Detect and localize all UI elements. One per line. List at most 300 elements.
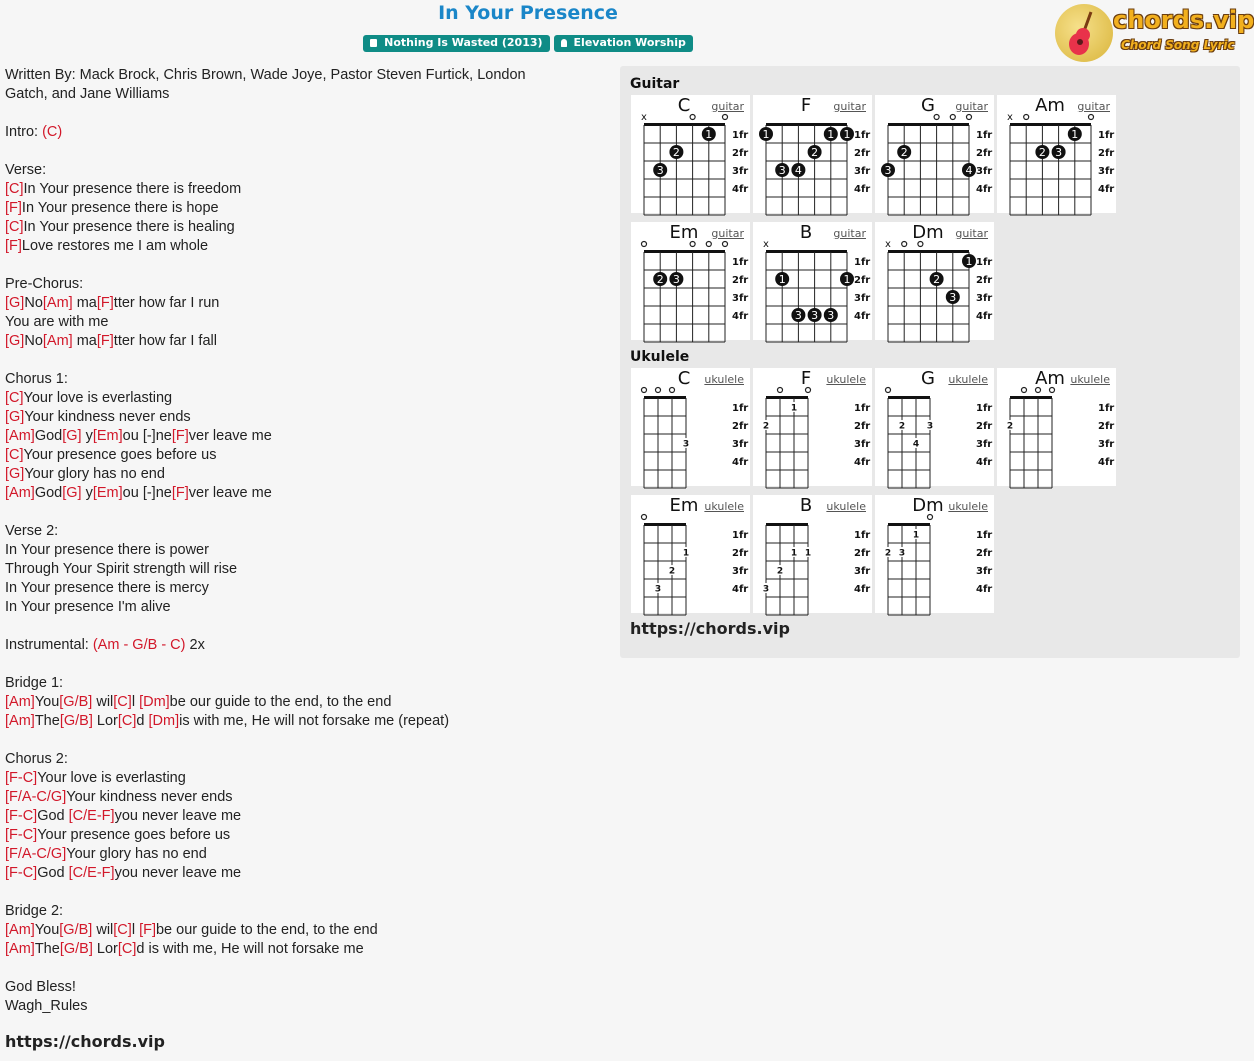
svg-text:1: 1 xyxy=(778,273,786,286)
lyric-line xyxy=(5,104,605,123)
lyric-line xyxy=(5,769,605,788)
chord-mark[interactable]: [Dm] xyxy=(148,713,180,729)
finger-dot xyxy=(911,438,921,450)
guitar-chord-card-b[interactable] xyxy=(753,222,872,340)
lyric-text: l xyxy=(131,922,140,938)
chord-instrument-link[interactable]: ukulele xyxy=(704,500,744,513)
chord-mark[interactable]: [C] xyxy=(113,694,132,710)
lyric-text: In Your presence there is hope xyxy=(21,200,219,216)
chord-mark[interactable]: [G] xyxy=(5,409,25,425)
chord-mark[interactable]: [F] xyxy=(139,922,156,938)
fret-label: 1fr xyxy=(732,257,749,268)
chord-mark[interactable]: [F] xyxy=(5,238,22,254)
finger-dot xyxy=(930,272,944,286)
ukulele-chord-card-em[interactable] xyxy=(631,495,750,613)
chord-mark[interactable]: [F] xyxy=(171,485,189,501)
chord-mark[interactable]: [Dm] xyxy=(139,694,170,710)
chord-name: Em xyxy=(669,495,699,516)
artist-tag-label: Elevation Worship xyxy=(573,36,686,49)
svg-text:2: 2 xyxy=(1038,146,1046,159)
chord-mark[interactable]: [F] xyxy=(5,200,22,216)
svg-text:2: 2 xyxy=(811,146,819,159)
chord-name: Am xyxy=(1035,95,1065,116)
logo-name: chords.vip xyxy=(1113,6,1254,34)
chord-mark[interactable]: [Am] xyxy=(5,922,35,938)
chord-mark[interactable]: [Am] xyxy=(5,485,35,501)
lyric-text: Wagh_Rules xyxy=(5,998,88,1014)
chord-mark[interactable]: [G/B] xyxy=(59,941,93,957)
lyric-line xyxy=(5,256,605,275)
lyrics-body xyxy=(5,66,605,1016)
lyric-text: Written By: Mack Brock, Chris Brown, Wade Joye, Pastor Steven Furtick, London xyxy=(5,67,526,83)
svg-text:3: 3 xyxy=(1055,146,1063,159)
lyric-line xyxy=(5,731,605,750)
chord-mark[interactable]: [F] xyxy=(96,295,114,311)
finger-dot xyxy=(667,565,677,577)
chord-mark[interactable]: [F-C] xyxy=(5,808,38,824)
chord-name: F xyxy=(800,368,812,389)
chord-mark[interactable]: [Am] xyxy=(42,295,73,311)
svg-text:1: 1 xyxy=(843,128,851,141)
svg-text:2: 2 xyxy=(776,566,784,577)
chord-mark[interactable]: (Am - G/B - C) xyxy=(92,637,186,653)
chord-mark[interactable]: [F-C] xyxy=(5,865,38,881)
svg-text:1: 1 xyxy=(682,548,690,559)
ukulele-chord-card-dm[interactable] xyxy=(875,495,994,613)
lyric-text: ver leave me xyxy=(188,428,272,444)
lyric-line xyxy=(5,332,605,351)
open-string-marker xyxy=(656,388,661,393)
fret-label: 1fr xyxy=(1098,403,1115,414)
guitar-chord-card-am[interactable] xyxy=(997,95,1116,213)
chord-mark[interactable]: [C] xyxy=(117,713,137,729)
chord-mark[interactable]: [F-C] xyxy=(5,827,38,843)
lyric-text: Through Your Spirit strength will rise xyxy=(5,561,238,577)
lyric-line xyxy=(5,617,605,636)
svg-text:1: 1 xyxy=(843,273,851,286)
lyric-line xyxy=(5,351,605,370)
chord-instrument-link[interactable]: ukulele xyxy=(704,373,744,386)
finger-dot xyxy=(1035,145,1049,159)
lyric-line xyxy=(5,807,605,826)
chord-mark[interactable]: [G] xyxy=(62,485,82,501)
lyric-text: You xyxy=(34,922,60,938)
chord-diagram xyxy=(631,495,750,613)
lyric-line xyxy=(5,313,605,332)
svg-text:3: 3 xyxy=(811,309,819,322)
finger-dot xyxy=(669,145,683,159)
fret-label: 2fr xyxy=(854,548,871,559)
chord-mark[interactable]: [C] xyxy=(5,219,24,235)
fret-label: 1fr xyxy=(732,403,749,414)
lyric-text: In Your presence there is healing xyxy=(23,219,235,235)
svg-text:3: 3 xyxy=(778,164,786,177)
lyric-text: you never leave me xyxy=(114,808,242,824)
lyric-text: Your kindness never ends xyxy=(66,789,233,805)
fret-label: 2fr xyxy=(854,421,871,432)
open-string-marker xyxy=(1036,388,1041,393)
lyric-text: is with me, He will not forsake me (repeat) xyxy=(179,713,450,729)
chord-mark[interactable]: [Em] xyxy=(92,428,123,444)
guitar-chord-card-f[interactable] xyxy=(753,95,872,213)
fret-label: 1fr xyxy=(976,403,993,414)
fret-label: 1fr xyxy=(1098,130,1115,141)
album-icon xyxy=(370,39,377,47)
svg-text:2: 2 xyxy=(898,421,906,432)
chord-diagram xyxy=(753,95,872,213)
finger-dot xyxy=(1052,145,1066,159)
chord-mark[interactable]: [G/B] xyxy=(59,713,93,729)
fret-label: 4fr xyxy=(732,457,749,468)
finger-dot xyxy=(775,163,789,177)
chord-mark[interactable]: [F] xyxy=(171,428,189,444)
chord-mark[interactable]: [G] xyxy=(5,466,25,482)
lyric-line xyxy=(5,750,605,769)
fret-label: 3fr xyxy=(854,293,871,304)
fret-label: 2fr xyxy=(732,548,749,559)
lyric-text: God xyxy=(34,485,63,501)
chord-mark[interactable]: [G/B] xyxy=(59,922,93,938)
chord-diagram xyxy=(753,368,872,486)
open-string-marker xyxy=(1050,388,1055,393)
svg-text:2: 2 xyxy=(900,146,908,159)
album-tag-label: Nothing Is Wasted (2013) xyxy=(384,36,543,49)
svg-text:3: 3 xyxy=(898,548,906,559)
chord-instrument-link[interactable]: ukulele xyxy=(826,373,866,386)
muted-string-marker: x xyxy=(641,112,647,123)
chord-diagram xyxy=(997,368,1116,486)
lyric-line xyxy=(5,142,605,161)
lyric-text: Your love is everlasting xyxy=(37,770,186,786)
lyric-line xyxy=(5,826,605,845)
lyric-line xyxy=(5,579,605,598)
open-string-marker xyxy=(690,115,695,120)
fret-label: 1fr xyxy=(976,257,993,268)
fret-label: 4fr xyxy=(732,311,749,322)
finger-dot xyxy=(883,547,893,559)
open-string-marker xyxy=(706,242,711,247)
lyric-text: Lor xyxy=(92,713,118,729)
fret-label: 4fr xyxy=(976,311,993,322)
lyric-text: You are with me xyxy=(5,314,109,330)
ukulele-chord-card-c[interactable] xyxy=(631,368,750,486)
svg-text:1: 1 xyxy=(827,128,835,141)
lyric-line xyxy=(5,85,605,104)
chord-mark[interactable]: [F/A-C/G] xyxy=(5,789,67,805)
finger-dot xyxy=(911,529,921,541)
fret-label: 3fr xyxy=(1098,166,1115,177)
fret-label: 4fr xyxy=(732,584,749,595)
chord-diagram xyxy=(753,495,872,613)
fret-label: 2fr xyxy=(854,275,871,286)
lyric-line xyxy=(5,883,605,902)
lyric-text: Your glory has no end xyxy=(24,466,165,482)
lyric-line xyxy=(5,123,605,142)
svg-text:3: 3 xyxy=(672,273,680,286)
finger-dot xyxy=(946,290,960,304)
fret-label: 3fr xyxy=(854,166,871,177)
chord-mark[interactable]: [C] xyxy=(117,941,137,957)
fret-label: 4fr xyxy=(854,311,871,322)
muted-string-marker: x xyxy=(1007,112,1013,123)
lyric-line xyxy=(5,180,605,199)
svg-text:2: 2 xyxy=(656,273,664,286)
chord-instrument-link[interactable]: ukulele xyxy=(826,500,866,513)
finger-dot xyxy=(791,163,805,177)
finger-dot xyxy=(789,402,799,414)
finger-dot xyxy=(669,272,683,286)
finger-dot xyxy=(881,163,895,177)
chord-instrument-link[interactable]: ukulele xyxy=(948,373,988,386)
chord-name: G xyxy=(921,368,935,389)
chord-mark[interactable]: [C] xyxy=(5,390,24,406)
song-tags xyxy=(0,35,1056,52)
lyric-text: ma xyxy=(72,333,97,349)
fret-label: 3fr xyxy=(732,166,749,177)
muted-string-marker: x xyxy=(763,239,769,250)
lyric-line xyxy=(5,237,605,256)
chord-mark[interactable]: [Am] xyxy=(5,713,35,729)
lyric-line xyxy=(5,465,605,484)
finger-dot xyxy=(897,420,907,432)
lyric-line xyxy=(5,446,605,465)
lyric-text: Verse: xyxy=(5,162,47,178)
open-string-marker xyxy=(886,388,891,393)
finger-dot xyxy=(759,127,773,141)
chord-mark[interactable]: [G] xyxy=(62,428,82,444)
lyric-text: Instrumental: xyxy=(5,637,93,653)
fret-label: 1fr xyxy=(976,530,993,541)
chord-instrument-link[interactable]: guitar xyxy=(833,227,866,240)
lyric-text: Pre-Chorus: xyxy=(5,276,84,292)
chord-name: G xyxy=(921,95,935,116)
fret-label: 3fr xyxy=(976,439,993,450)
lyric-text: God xyxy=(34,428,63,444)
open-string-marker xyxy=(642,388,647,393)
lyric-line xyxy=(5,370,605,389)
lyric-line xyxy=(5,541,605,560)
svg-text:1: 1 xyxy=(804,548,812,559)
finger-dot xyxy=(702,127,716,141)
lyric-line xyxy=(5,712,605,731)
fret-label: 1fr xyxy=(732,130,749,141)
finger-dot xyxy=(808,308,822,322)
chord-name: Em xyxy=(669,222,699,243)
lyric-line xyxy=(5,161,605,180)
finger-dot xyxy=(840,272,854,286)
chord-mark[interactable]: [F-C] xyxy=(5,770,38,786)
logo-subtitle: Chord Song Lyric xyxy=(1121,38,1235,52)
svg-text:1: 1 xyxy=(705,128,713,141)
chord-name: B xyxy=(799,495,813,516)
lyric-text: d is with me, He will not forsake me xyxy=(136,941,364,957)
chord-instrument-link[interactable]: guitar xyxy=(711,227,744,240)
chord-name: C xyxy=(677,368,691,389)
chord-mark[interactable]: [Am] xyxy=(42,333,73,349)
ukulele-chord-card-f[interactable] xyxy=(753,368,872,486)
lyric-text: wil xyxy=(92,922,114,938)
chord-mark[interactable]: [Em] xyxy=(92,485,123,501)
lyric-text: wil xyxy=(92,694,114,710)
chord-name: Dm xyxy=(912,222,944,243)
open-string-marker xyxy=(1089,115,1094,120)
finger-dot xyxy=(653,583,663,595)
guitar-chord-card-em[interactable] xyxy=(631,222,750,340)
chord-mark[interactable]: [F/A-C/G] xyxy=(5,846,67,862)
lyric-text: Chorus 1: xyxy=(5,371,68,387)
chord-instrument-link[interactable]: guitar xyxy=(711,100,744,113)
lyric-line xyxy=(5,218,605,237)
chord-mark[interactable]: [F] xyxy=(96,333,114,349)
lyric-text: Bridge 2: xyxy=(5,903,64,919)
chord-instrument-link[interactable]: ukulele xyxy=(948,500,988,513)
fret-label: 4fr xyxy=(1098,184,1115,195)
finger-dot xyxy=(897,145,911,159)
lyric-line xyxy=(5,788,605,807)
chord-mark[interactable]: [C/E-F] xyxy=(68,808,115,824)
svg-text:2: 2 xyxy=(933,273,941,286)
fret-label: 3fr xyxy=(1098,439,1115,450)
lyric-text: y xyxy=(81,485,93,501)
lyric-line xyxy=(5,66,605,85)
svg-text:2: 2 xyxy=(672,146,680,159)
chord-mark[interactable]: [G] xyxy=(5,333,25,349)
lyric-text: be our guide to the end, to the end xyxy=(169,694,392,710)
chord-mark[interactable]: [Am] xyxy=(5,428,35,444)
svg-text:4: 4 xyxy=(794,164,802,177)
lyric-text: ou [-]ne xyxy=(122,428,172,444)
chord-diagram xyxy=(631,368,750,486)
footer-url[interactable]: https://chords.vip xyxy=(5,1032,165,1051)
finger-dot xyxy=(653,163,667,177)
lyric-line xyxy=(5,275,605,294)
chord-mark[interactable]: [C] xyxy=(5,181,24,197)
fret-label: 2fr xyxy=(976,275,993,286)
fret-label: 1fr xyxy=(854,530,871,541)
panel-url[interactable]: https://chords.vip xyxy=(630,619,790,638)
chord-mark[interactable]: (C) xyxy=(42,124,63,140)
finger-dot xyxy=(1005,420,1015,432)
lyric-text: No xyxy=(24,333,43,349)
guitar-chord-card-g[interactable] xyxy=(875,95,994,213)
open-string-marker xyxy=(928,515,933,520)
fret-label: 1fr xyxy=(732,530,749,541)
ukulele-section-title: Ukulele xyxy=(630,349,690,365)
guitar-section-title: Guitar xyxy=(630,76,680,92)
lyric-line xyxy=(5,997,605,1016)
site-logo[interactable] xyxy=(1055,4,1254,62)
svg-text:3: 3 xyxy=(682,439,690,450)
lyric-text: In Your presence there is mercy xyxy=(5,580,209,596)
lyric-line xyxy=(5,427,605,446)
chord-instrument-link[interactable]: guitar xyxy=(955,227,988,240)
fret-label: 1fr xyxy=(854,130,871,141)
lyric-text: Intro: xyxy=(5,124,43,140)
lyric-text: tter how far I fall xyxy=(113,333,217,349)
lyric-text: 2x xyxy=(185,637,205,653)
lyric-text: God xyxy=(37,865,69,881)
finger-dot xyxy=(761,420,771,432)
chord-mark[interactable]: [Am] xyxy=(5,941,35,957)
fret-label: 4fr xyxy=(976,457,993,468)
chord-diagram xyxy=(875,495,994,613)
chord-mark[interactable]: [Am] xyxy=(5,694,35,710)
svg-text:3: 3 xyxy=(827,309,835,322)
lyric-text: Your kindness never ends xyxy=(24,409,191,425)
chord-instrument-link[interactable]: guitar xyxy=(955,100,988,113)
finger-dot xyxy=(824,127,838,141)
finger-dot xyxy=(824,308,838,322)
lyric-line xyxy=(5,199,605,218)
finger-dot xyxy=(775,565,785,577)
chord-instrument-link[interactable]: ukulele xyxy=(1070,373,1110,386)
ukulele-chord-card-g[interactable] xyxy=(875,368,994,486)
fret-label: 3fr xyxy=(854,566,871,577)
chord-mark[interactable]: [G/B] xyxy=(59,694,93,710)
chord-instrument-link[interactable]: guitar xyxy=(833,100,866,113)
fret-label: 4fr xyxy=(976,184,993,195)
ukulele-chord-card-b[interactable] xyxy=(753,495,872,613)
lyric-text: Your love is everlasting xyxy=(23,390,173,406)
open-string-marker xyxy=(902,242,907,247)
chord-name: B xyxy=(799,222,813,243)
svg-text:1: 1 xyxy=(965,255,973,268)
chord-mark[interactable]: [C] xyxy=(5,447,24,463)
fret-label: 3fr xyxy=(732,293,749,304)
svg-text:1: 1 xyxy=(790,403,798,414)
chord-mark[interactable]: [C] xyxy=(113,922,132,938)
lyric-line xyxy=(5,503,605,522)
svg-text:2: 2 xyxy=(884,548,892,559)
lyric-text: Gatch, and Jane Williams xyxy=(5,86,170,102)
finger-dot xyxy=(962,163,976,177)
open-string-marker xyxy=(642,515,647,520)
svg-text:1: 1 xyxy=(790,548,798,559)
guitar-chord-card-dm[interactable] xyxy=(875,222,994,340)
lyric-text: In Your presence I'm alive xyxy=(5,599,171,615)
lyric-text: No xyxy=(24,295,43,311)
song-title: In Your Presence xyxy=(438,2,618,24)
fret-label: 4fr xyxy=(1098,457,1115,468)
open-string-marker xyxy=(778,388,783,393)
chord-name: F xyxy=(800,95,812,116)
svg-text:3: 3 xyxy=(656,164,664,177)
lyric-text: Bridge 1: xyxy=(5,675,64,691)
open-string-marker xyxy=(723,115,728,120)
fret-label: 3fr xyxy=(854,439,871,450)
lyric-text: Verse 2: xyxy=(5,523,59,539)
album-tag[interactable] xyxy=(363,35,549,52)
lyric-line xyxy=(5,636,605,655)
chord-instrument-link[interactable]: guitar xyxy=(1077,100,1110,113)
open-string-marker xyxy=(690,242,695,247)
lyric-line xyxy=(5,598,605,617)
lyric-text: Your presence goes before us xyxy=(37,827,231,843)
ukulele-chord-card-am[interactable] xyxy=(997,368,1116,486)
lyric-line xyxy=(5,655,605,674)
artist-tag[interactable] xyxy=(554,35,693,52)
chord-mark[interactable]: [G] xyxy=(5,295,25,311)
lyric-text: Love restores me I am whole xyxy=(21,238,209,254)
lyric-text: God Bless! xyxy=(5,979,76,995)
chord-mark[interactable]: [C/E-F] xyxy=(68,865,115,881)
finger-dot xyxy=(681,438,691,450)
lyric-text: You xyxy=(34,694,60,710)
lyric-text: Your presence goes before us xyxy=(23,447,217,463)
finger-dot xyxy=(803,547,813,559)
guitar-chord-card-c[interactable] xyxy=(631,95,750,213)
open-string-marker xyxy=(934,115,939,120)
